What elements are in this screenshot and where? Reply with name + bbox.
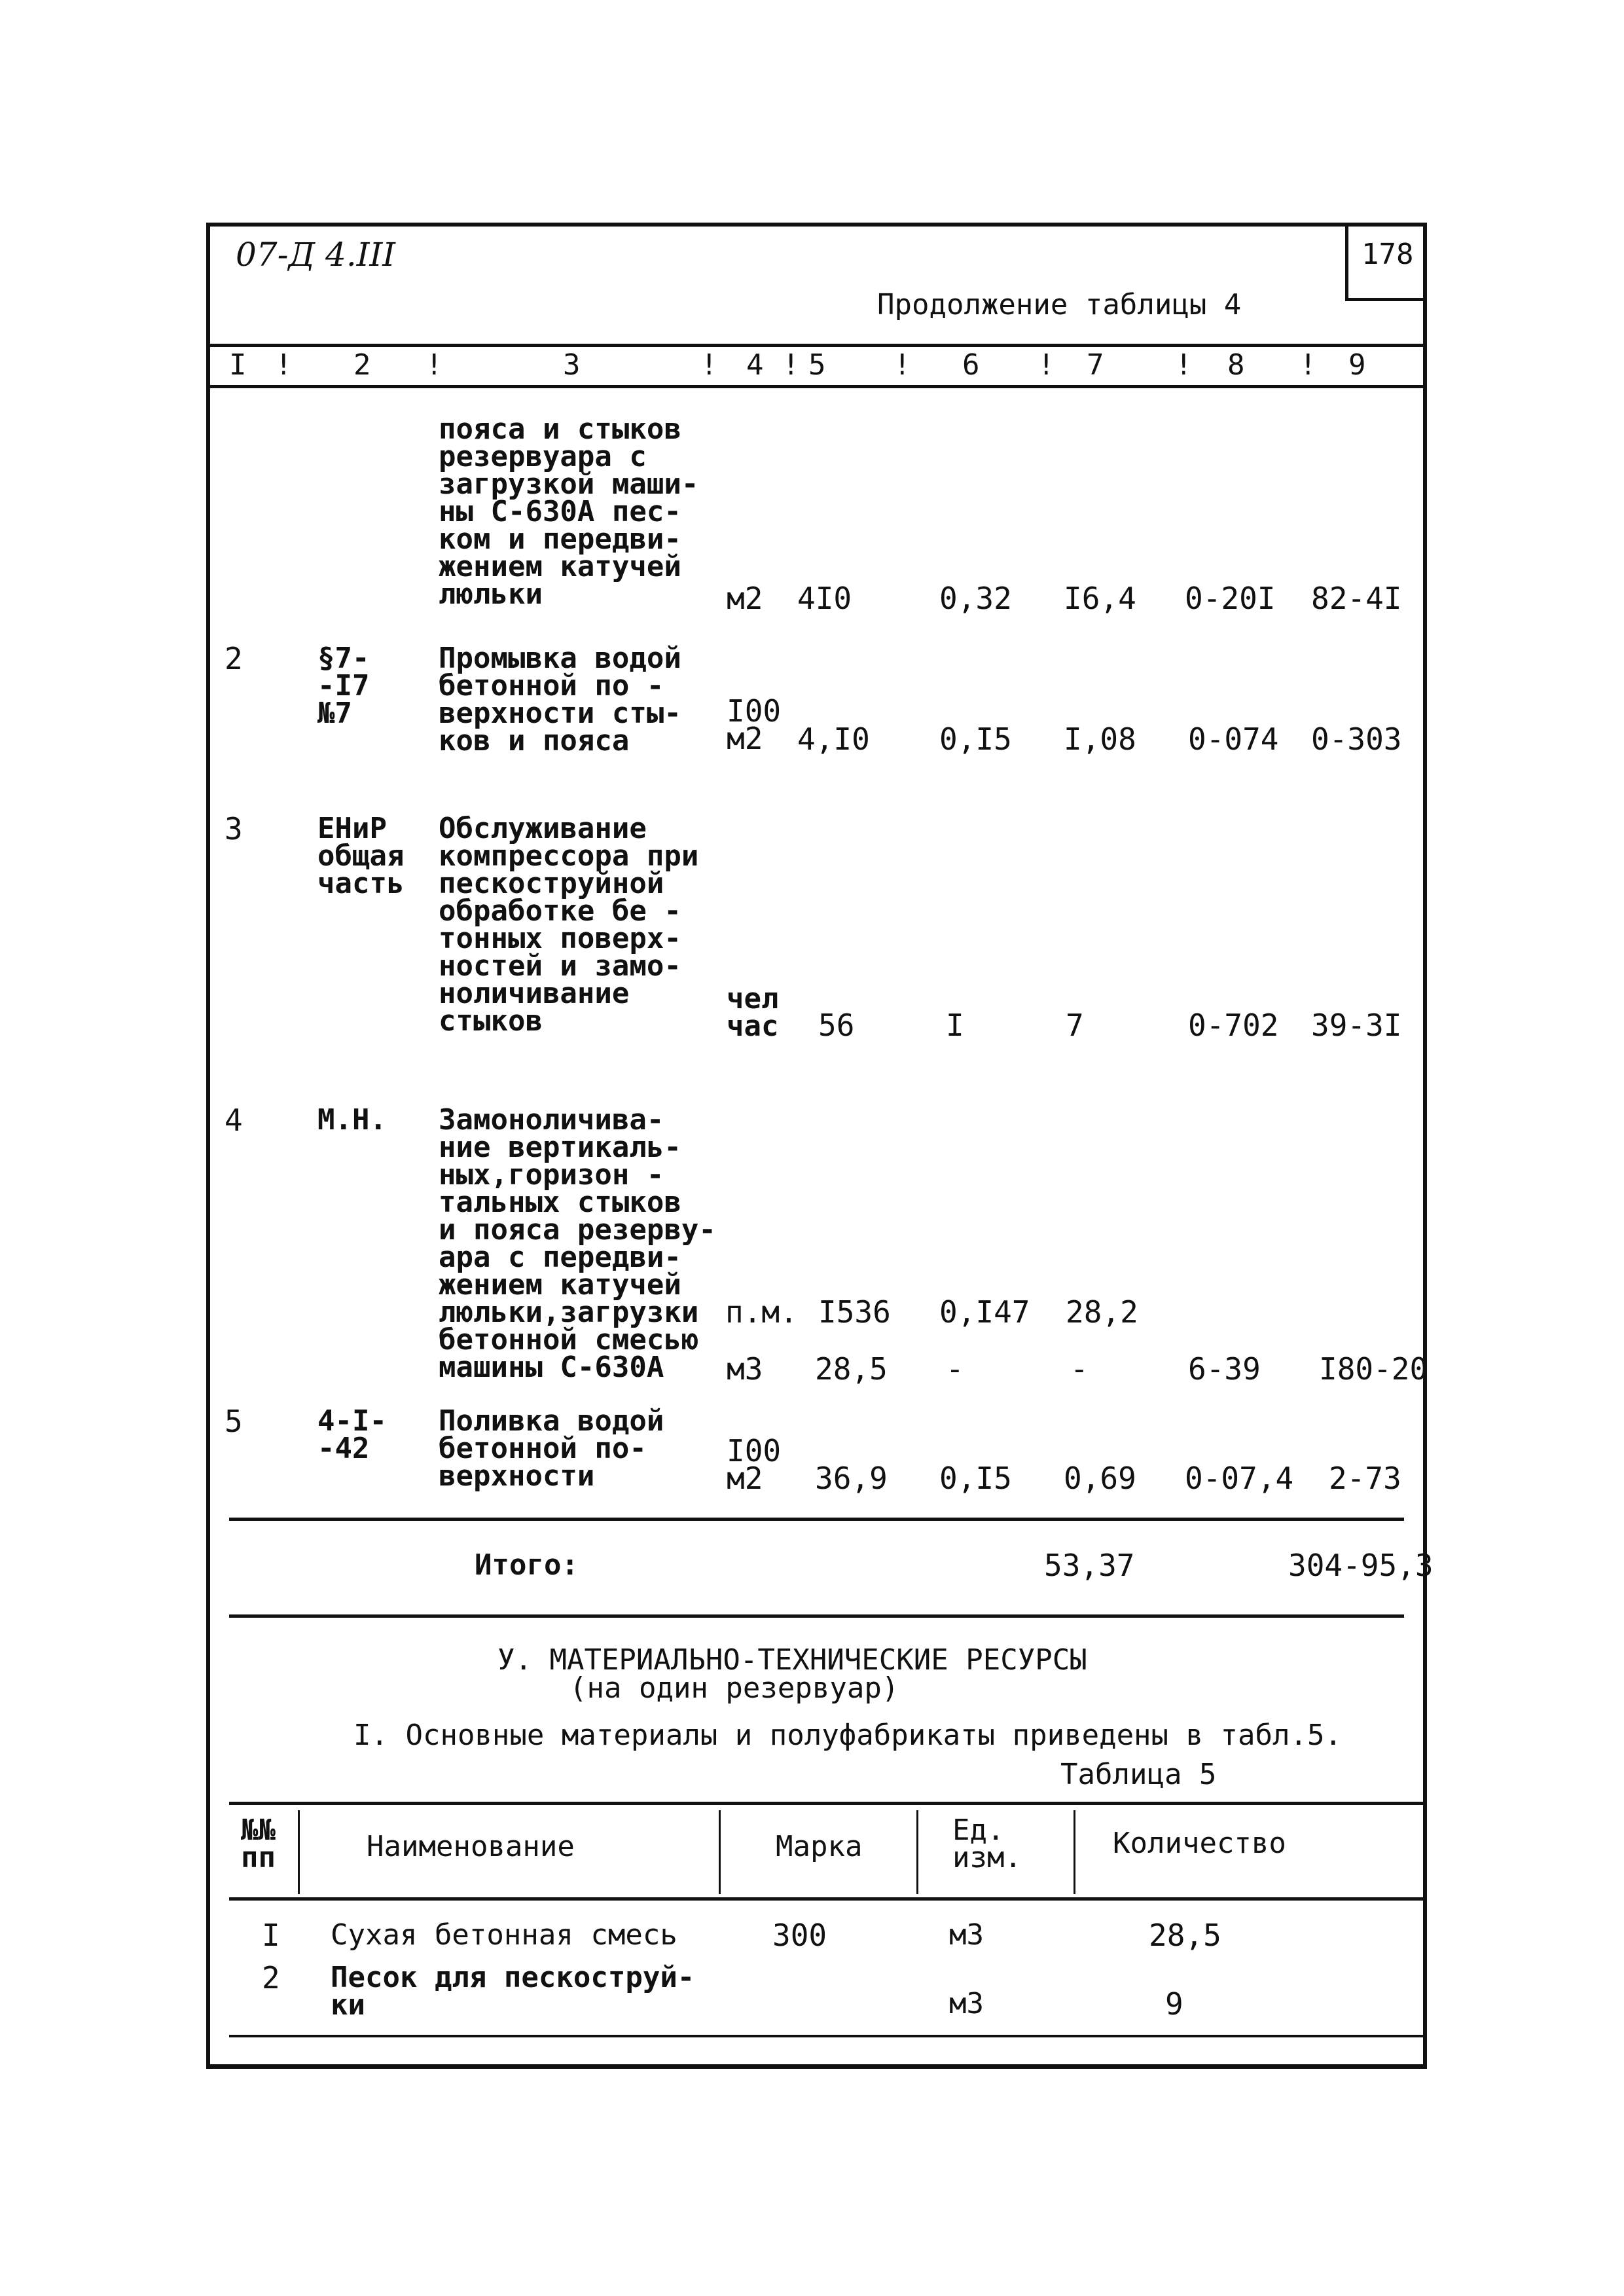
table5-row1-unit: м3	[949, 1918, 984, 1952]
row5-norm-time: 0,I5	[939, 1461, 1012, 1496]
row5-rate: 0-07,4	[1185, 1461, 1294, 1496]
row4-norm-time2: -	[946, 1351, 964, 1387]
row4-qty: I536	[818, 1294, 891, 1330]
table5-col-divider	[719, 1810, 721, 1894]
row3-rate: 0-702	[1188, 1008, 1279, 1043]
table5-bottom-rule	[229, 2035, 1427, 2037]
table4-column-header-row	[206, 349, 1427, 383]
page-number: 178	[1362, 238, 1414, 271]
row4-name: Замоноличива- ние вертикаль- ных,горизон - тальных стыков и пояса резерву- ара с передви- жением катучей люльки,загрузки бетонной смесью машины С-630А	[439, 1103, 716, 1384]
col-separator: !	[700, 348, 718, 382]
row1-name: пояса и стыков резервуара с загрузкой маши- ны С-630А пес- ком и передви- жением катучей люльки	[439, 412, 699, 611]
table5-row2-unit: м3	[949, 1987, 984, 2020]
row5-number: 5	[225, 1404, 243, 1439]
col-header-8: 8	[1227, 348, 1245, 382]
total-top-rule	[229, 1518, 1404, 1521]
row5-name: Поливка водой бетонной по- верхности	[439, 1404, 664, 1493]
total-cost: 304-95,3	[1288, 1548, 1434, 1583]
row4-qty2: 28,5	[815, 1351, 888, 1387]
row4-rate2: 6-39	[1188, 1351, 1261, 1387]
row3-qty: 56	[818, 1008, 855, 1043]
table5-row2-name: Песок для пескоструй- ки	[331, 1961, 695, 2022]
col-header-1: I	[229, 348, 247, 382]
row4-labor2: -	[1070, 1351, 1089, 1387]
row4-number: 4	[225, 1102, 243, 1138]
row5-norm: 4-I- -42	[317, 1404, 387, 1465]
row1-labor: I6,4	[1064, 581, 1136, 616]
table5-header-qty: Количество	[1113, 1827, 1286, 1860]
table5-header-no: №№ пп	[241, 1813, 276, 1874]
page-frame	[206, 223, 1427, 2069]
table5-top-rule	[229, 1802, 1427, 1805]
row1-cost: 82-4I	[1311, 581, 1402, 616]
row3-number: 3	[225, 811, 243, 847]
col-separator: !	[782, 348, 800, 382]
document-code: 07-Д 4.III	[236, 236, 396, 274]
section-paragraph: I. Основные материалы и полуфабрикаты приведены в табл.5.	[353, 1719, 1342, 1752]
table5-header-bottom-rule	[229, 1897, 1427, 1901]
col-header-6: 6	[962, 348, 980, 382]
row3-labor: 7	[1066, 1008, 1084, 1043]
col-separator: !	[275, 348, 293, 382]
table5-col-divider	[916, 1810, 918, 1894]
col-header-3: 3	[563, 348, 581, 382]
row2-norm: §7- -I7 №7	[317, 642, 370, 730]
row3-name: Обслуживание компрессора при пескоструйной обработке бе - тонных поверх- ностей и замо- ноличивание стыков	[439, 812, 699, 1038]
col-header-7: 7	[1087, 348, 1104, 382]
row5-unit: I00 м2	[727, 1433, 782, 1496]
section-title: У. МАТЕРИАЛЬНО-ТЕХНИЧЕСКИЕ РЕСУРСЫ	[497, 1643, 1087, 1677]
col-separator: !	[1299, 348, 1317, 382]
col-header-5: 5	[808, 348, 826, 382]
table5-row2-qty: 9	[1165, 1986, 1183, 2022]
row5-cost: 2-73	[1329, 1461, 1401, 1496]
table5-header-unit: Ед. изм.	[952, 1813, 1022, 1874]
row2-norm-time: 0,I5	[939, 721, 1012, 757]
row1-rate: 0-20I	[1185, 581, 1276, 616]
table5-col-divider	[298, 1810, 300, 1894]
table4-header-bottom-rule	[206, 385, 1427, 388]
row3-unit: чел час	[727, 982, 779, 1043]
row2-cost: 0-303	[1311, 721, 1402, 757]
col-header-4: 4	[746, 348, 764, 382]
row2-number: 2	[225, 641, 243, 676]
row1-qty: 4I0	[797, 581, 852, 616]
row4-unit: п.м.	[725, 1294, 798, 1330]
row2-unit: I00 м2	[727, 693, 782, 756]
row1-unit: м2	[727, 581, 763, 616]
row4-norm-time: 0,I47	[939, 1294, 1030, 1330]
table5-row1-name: Сухая бетонная смесь	[331, 1918, 677, 1952]
row3-cost: 39-3I	[1311, 1008, 1402, 1043]
table4-header-top-rule	[206, 344, 1427, 347]
row2-labor: I,08	[1064, 721, 1136, 757]
table5-header-mark: Марка	[776, 1830, 863, 1863]
row4-labor: 28,2	[1066, 1294, 1138, 1330]
row3-norm: ЕНиР общая часть	[317, 812, 405, 900]
table5-row1-qty: 28,5	[1149, 1918, 1221, 1953]
row4-norm: М.Н.	[317, 1103, 387, 1137]
col-separator: !	[425, 348, 443, 382]
row2-qty: 4,I0	[797, 721, 870, 757]
total-labor: 53,37	[1044, 1548, 1135, 1583]
table5-row1-mark: 300	[772, 1918, 827, 1953]
section-subtitle: (на один резервуар)	[569, 1671, 899, 1705]
total-bottom-rule	[229, 1614, 1404, 1618]
table-continuation-caption: Продолжение таблицы 4	[877, 288, 1242, 321]
row4-unit2: м3	[727, 1351, 763, 1387]
col-separator: !	[1175, 348, 1193, 382]
row4-cost2: I80-20	[1319, 1351, 1428, 1387]
col-separator: !	[893, 348, 911, 382]
table5-header-name: Наименование	[367, 1830, 575, 1863]
row5-qty: 36,9	[815, 1461, 888, 1496]
total-label: Итого:	[475, 1548, 579, 1582]
table5-row2-no: 2	[262, 1960, 280, 1995]
row2-name: Промывка водой бетонной по - верхности сты- ков и пояса	[439, 642, 681, 757]
table5-row1-no: I	[262, 1918, 280, 1953]
col-header-2: 2	[353, 348, 371, 382]
row2-rate: 0-074	[1188, 721, 1279, 757]
row5-labor: 0,69	[1064, 1461, 1136, 1496]
col-header-9: 9	[1348, 348, 1366, 382]
row1-norm-time: 0,32	[939, 581, 1012, 616]
col-separator: !	[1038, 348, 1055, 382]
table5-caption: Таблица 5	[1060, 1758, 1217, 1791]
table5-col-divider	[1074, 1810, 1075, 1894]
row3-norm-time: I	[946, 1008, 964, 1043]
